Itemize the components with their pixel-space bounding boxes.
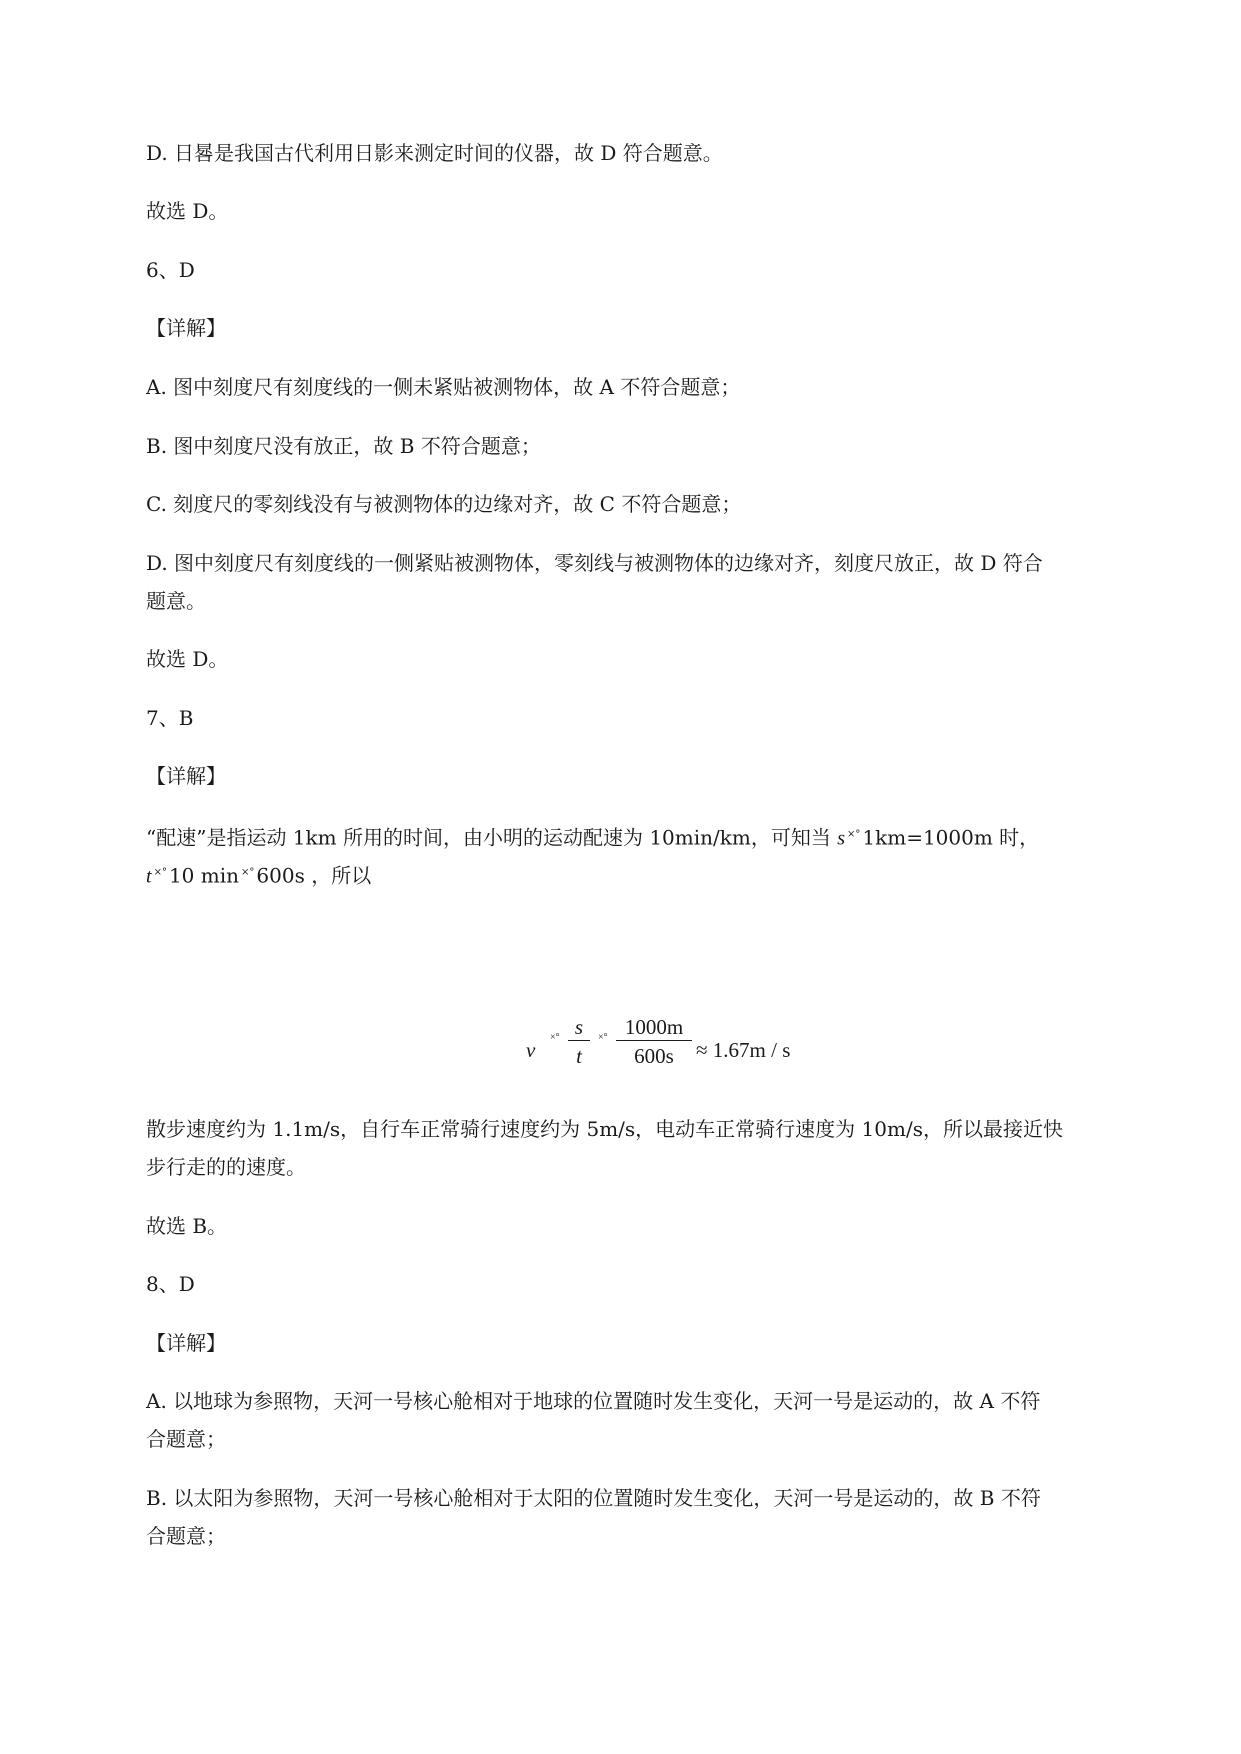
numerator: 1000m (624, 1015, 684, 1039)
paragraph: 散步速度约为 1.1m/s，自行车正常骑行速度约为 5m/s，电动车正常骑行速度为 10m/s，所以最接近快 (146, 1117, 1063, 1141)
speed-formula (520, 1010, 820, 1100)
variable-t: t (146, 865, 152, 888)
equation-mark: ×° (153, 867, 167, 878)
paragraph: A. 以地球为参照物，天河一号核心舱相对于地球的位置随时发生变化，天河一号是运动的，故 A 不符 (146, 1389, 1041, 1413)
paragraph: 步行走的的速度。 (146, 1155, 306, 1179)
variable-s: s (837, 827, 845, 850)
paragraph: D. 图中刻度尺有刻度线的一侧紧贴被测物体，零刻线与被测物体的边缘对齐，刻度尺放正，故 D 符合 (146, 551, 1043, 575)
denominator: t (576, 1044, 582, 1068)
paragraph: D. 日晷是我国古代利用日影来测定时间的仪器，故 D 符合题意。 (146, 141, 723, 165)
question-number: 8、D (146, 1272, 195, 1296)
paragraph (146, 852, 1146, 898)
equation-mark: ×° (241, 867, 255, 878)
question-number: 7、B (146, 706, 194, 730)
paragraph: 合题意； (146, 1427, 226, 1451)
result: ≈ 1.67m / s (696, 1038, 791, 1062)
paragraph: B. 图中刻度尺没有放正，故 B 不符合题意； (146, 434, 541, 458)
text: 1km=1000m 时， (862, 825, 1040, 850)
paragraph: 故选 D。 (146, 199, 229, 223)
equation-mark: ×° (550, 1032, 560, 1043)
paragraph: B. 以太阳为参照物，天河一号核心舱相对于太阳的位置随时发生变化，天河一号是运动的，故 B 不符 (146, 1486, 1041, 1510)
equation-mark: ×° (598, 1032, 608, 1043)
section-heading: 【详解】 (146, 1331, 226, 1355)
paragraph: A. 图中刻度尺有刻度线的一侧未紧贴被测物体，故 A 不符合题意； (146, 375, 741, 399)
paragraph: 故选 D。 (146, 647, 229, 671)
section-heading: 【详解】 (146, 316, 226, 340)
paragraph: 题意。 (146, 589, 206, 613)
section-heading: 【详解】 (146, 764, 226, 788)
text: 600s ，所以 (256, 863, 372, 888)
paragraph: C. 刻度尺的零刻线没有与被测物体的边缘对齐，故 C 不符合题意； (146, 492, 742, 516)
text: “配速”是指运动 1km 所用的时间，由小明的运动配速为 10min/km，可知当 (146, 825, 831, 850)
fraction-s-over-t (568, 1014, 590, 1071)
paragraph: 故选 B。 (146, 1214, 228, 1238)
denominator: 600s (634, 1044, 674, 1068)
text: 10 min (168, 863, 240, 888)
fraction-values (616, 1014, 692, 1071)
equation-mark: ×° (847, 829, 861, 840)
paragraph: 合题意； (146, 1524, 226, 1548)
numerator: s (574, 1015, 584, 1039)
question-number: 6、D (146, 258, 195, 282)
variable-v: v (526, 1038, 536, 1062)
